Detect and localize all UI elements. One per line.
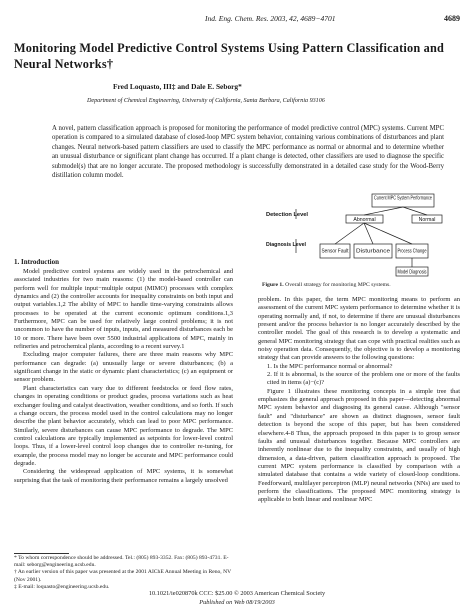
question-1: 1. Is the MPC performance normal or abnormal? (267, 362, 393, 370)
paragraph: Plant characteristics can vary due to different feedstocks or feed flow rates, changes in operating conditions or product grades, process variations such as heat exchanger fouling and catalyst deactivation, weather conditions, and so forth. If such a change occurs, the process model used in the control calculations may no longer describe the plant behavior accurately, which can lead to poor MPC performance. Similarly, severe disturbances can cause MPC performance to degrade. The MPC control calculations are typically implemented as setpoints for lower-level control loops. Thus, if a lower-level control loop changes due to controller re-tuning, for example, the process model may no longer be accurate and MPC performance could degrade. (14, 384, 233, 467)
paragraph: Model predictive control systems are widely used in the petrochemical and associated industries for two main reasons: (1) the model-based controller can perform well for multiple input−multiple output (MIMO) processes with complex dynamics and (2) the controller accounts for inequality constraints on both input and output variables.1,2 The ability of MPC to handle time-varying constraints allows processes to be operated at the current economic optimum conditions.1,3 Furthermore, MPC can be used for relatively large control problems; it is not uncommon to have the number of inputs, inputs, and measured disturbances each be 10 or more. There have been over 5500 industrial applications of MPC, mainly in refineries and petrochemical plants, according to a recent survey.1 (14, 268, 233, 351)
detection-level-label: Detection Level (266, 212, 309, 218)
edge-abnormal-sensor (335, 223, 364, 244)
edge-abnormal-process (364, 223, 412, 244)
page-number: 4689 (444, 14, 460, 23)
footnote-correspondence: * To whom correspondence should be addressed. Tel.: (805) 893-3352. Fax: (805) 893-4731. E-mail: seborg@engineering.ucsb.edu. (14, 554, 229, 568)
node-label-abnormal: Abnormal (353, 217, 376, 223)
node-label-normal: Normal (418, 217, 436, 223)
caption-text: Overall strategy for monitoring MPC systems. (285, 282, 391, 288)
right-column (258, 296, 460, 505)
node-label-sensor-fault: Sensor Fault (321, 248, 350, 255)
edge-top-abnormal (364, 207, 403, 215)
footnotes (14, 554, 233, 592)
diagnosis-level-label: Diagnosis Level (266, 242, 307, 248)
node-label-process-change: Process Change (397, 248, 427, 255)
figure-1-caption (262, 282, 458, 289)
paragraph: Excluding major computer failures, there are three main reasons why MPC performance can degrade: (a) unusually large or severe disturbances; (b) a significant change in the static or dynamic plant characteristics; (c) an equipment or sensor problem. (14, 351, 233, 384)
paragraph: Considering the widespread application of MPC systems, it is somewhat surprising that the task of monitoring their performance remains a largely unsolved (14, 468, 233, 484)
node-label-model-diagnosis: Model Diagnosis (397, 269, 427, 276)
footer-published: Published on Web 08/19/2003 (199, 599, 275, 606)
footer-doi: 10.1021/ie020870k CCC: $25.00 © 2003 American Chemical Society (148, 590, 326, 597)
figure-1 (262, 193, 457, 279)
caption-label: Figure 1. (262, 282, 284, 288)
footnote-earlier-version: † An earlier version of this paper was presented at the 2001 AIChE Annual Meeting in Reno, NV (Nov 2001). (14, 569, 232, 583)
monitoring-tree-diagram (262, 193, 457, 279)
left-column (14, 268, 233, 485)
paragraph: problem. In this paper, the term MPC monitoring means to perform an assessment of the current MPC system performance to determine whether it is operating normally and, if not, to determine if there are unusual disturbances present and/or the process behavior is no longer accurately described by the controller model. The goal of this research is to develop a systematic and general MPC monitoring strategy that can cope with practical realities such as noisy operation data. Consequently, the objective is to develop a monitoring strategy that can provide answers to the following questions: (258, 296, 460, 362)
paragraph: Figure 1 illustrates these monitoring concepts in a simple tree that emphasizes the general approach proposed in this paper—detecting abnormal MPC system behavior and diagnosing its general cause. Although "sensor fault" and "disturbance" are shown as distinct diagnoses, sensor fault detection is beyond the scope of this paper, but has been considered elsewhere.4-8 Thus, the approach proposed in this paper is to group sensor faults and unusual disturbances together. Because MPC controllers are inherently nonlinear due to the inequality constraints, and usually of high dimension, a data-driven, pattern classification approach is proposed. The current MPC system performance is classified by comparison with a simulated database that contains a wide variety of closed-loop conditions. Feedforward, multilayer perceptron (MLP) neural networks (NNs) are used to perform the classifications. The proposed MPC monitoring strategy is applicable to both linear and nonlinear MPC (258, 387, 460, 504)
edge-top-normal (403, 207, 427, 215)
node-label-top: Current MPC System Performance (374, 195, 433, 202)
author-affiliation: Department of Chemical Engineering, University of California, Santa Barbara, California 93106 (87, 98, 325, 104)
paper-authors: Fred Loquasto, III‡ and Dale E. Seborg* (113, 82, 242, 91)
footnote-email: ‡ E-mail: loquasto@engineering.ucsb.edu. (14, 584, 110, 591)
section-heading-introduction: 1. Introduction (14, 258, 59, 266)
node-label-disturbance: Disturbance (356, 248, 391, 255)
journal-citation: Ind. Eng. Chem. Res. 2003, 42, 4689−4701 (205, 14, 336, 23)
question-2: 2. If it is abnormal, is the source of the problem one or more of the faults cited in items (a)−(c)? (267, 371, 460, 387)
paper-title: Monitoring Model Predictive Control Systems Using Pattern Classification and Neural Networks† (14, 41, 445, 71)
abstract: A novel, pattern classification approach is proposed for monitoring the performance of model predictive control (MPC) systems. Current MPC operation is compared to a simulated database of closed-loop MPC system behavior, containing various combinations of disturbances and plant changes. Neural network-based pattern classifiers are used to classify the MPC performance as normal or abnormal and to determine whether an unusual disturbance or significant plant change has occurred. If a plant change is detected, other classifiers are used to diagnose the specific submodel(s) that are no longer accurate. The proposed methodology is successfully demonstrated in a detailed case study for the Wood-Berry distillation column model. (52, 125, 444, 180)
